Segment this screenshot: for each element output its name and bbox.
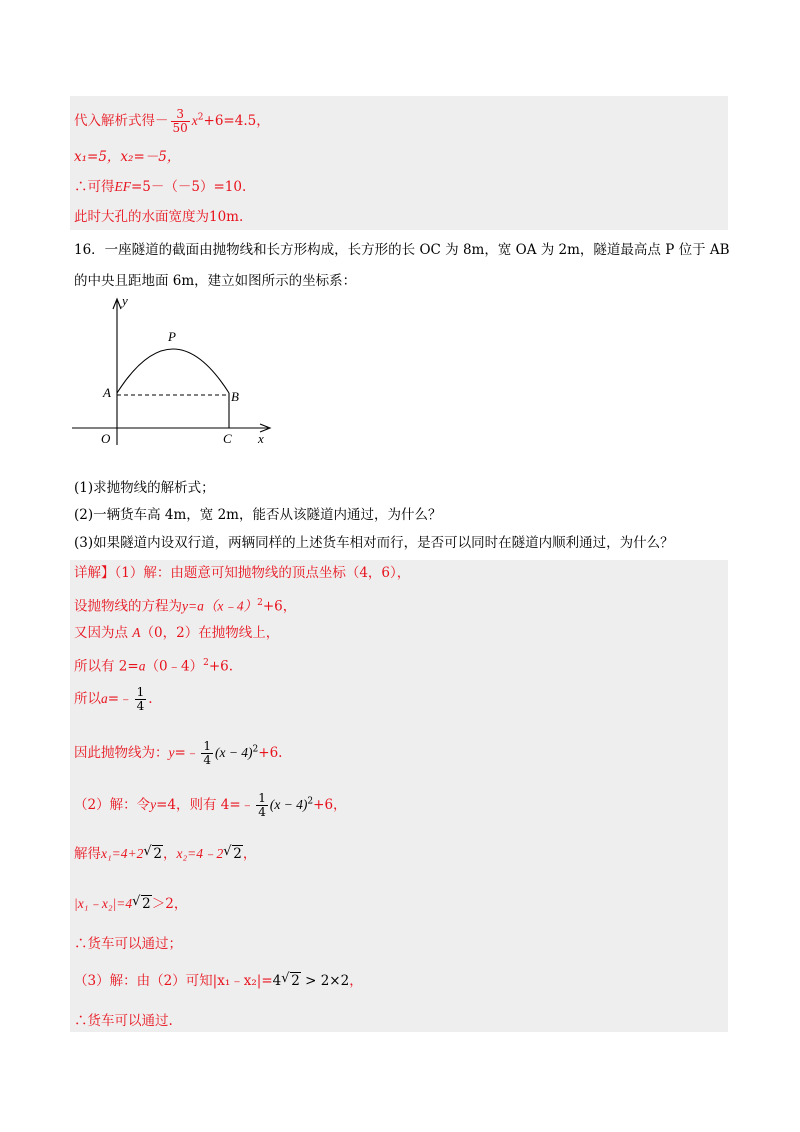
solution-line: 详解】（1）解：由题意可知抛物线的顶点坐标（4，6）， [74,565,411,581]
text: 代入解析式得－ [74,113,169,129]
fraction [171,108,190,135]
variable: EF [114,179,131,194]
sqrt [143,845,163,863]
radicand: 2 [233,846,242,862]
solution-line [74,845,256,863]
label-y: y [122,293,128,308]
variable: y [168,745,175,760]
variable: A [132,625,141,640]
exponent: 2 [307,796,314,807]
text: ， [242,846,257,862]
number: 4 [272,973,282,989]
text: =4，则有 4=﹣ [156,797,255,813]
denominator: 4 [203,753,211,767]
label-p: P [168,329,176,344]
text: 又因为点 [74,625,128,641]
question-2: (2)一辆货车高 4m，宽 2m，能否从该隧道内通过，为什么？ [74,507,442,523]
text: 所以有 2= [74,658,139,675]
parabola [117,349,229,393]
text: =5－（－5）=10. [131,179,247,195]
denominator: 4 [136,699,145,713]
variable: y [150,797,157,812]
text: ∴可得 [74,179,115,195]
variable: a [138,658,146,674]
solution-line [74,594,296,616]
solution-line: x₁=5，x₂=－5， [74,149,181,165]
text: （3）解：由（2）可知|x₁﹣x₂|= [74,973,273,989]
solution-line [74,686,153,713]
denominator: 50 [172,121,188,135]
text: ， [349,973,363,989]
previous-solution-block [70,96,728,230]
text: . [148,691,153,707]
denominator: 4 [258,805,266,819]
exponent: 2 [252,744,259,755]
exponent: 2 [257,598,263,608]
text: 因此抛物线为： [74,745,169,761]
numerator: 1 [203,739,211,753]
radicand: 2 [153,846,162,862]
numerator: 1 [258,791,266,805]
sqrt [132,895,152,913]
text: （0﹣4） [145,658,204,675]
equation: y=a（x﹣4） [182,598,258,614]
expression: (x − 4) [214,745,253,760]
exponent: 2 [197,112,204,123]
label-c: C [223,431,232,446]
fraction [135,686,147,713]
text: +6. [208,658,234,675]
label-x: x [258,431,264,446]
exponent: 2 [203,658,209,668]
sqrt [281,972,301,990]
solution-line [74,792,347,819]
solution-line [74,972,363,990]
solution-block [70,560,728,1032]
solution-line [74,178,246,196]
variable: a [101,691,108,706]
solution-line: ∴货车可以通过. [74,1013,173,1029]
numerator: 1 [136,685,145,699]
radicand: 2 [142,896,151,912]
equation: x₁=4+2 [101,846,144,861]
equation: x₂=4﹣2 [176,846,224,861]
tunnel-figure [68,293,308,458]
solution-line [74,740,282,767]
problem-line-2: 的中央且距地面 6m，建立如图所示的坐标系： [74,273,357,289]
text: （0，2）在抛物线上， [140,625,280,641]
solution-line [74,624,279,642]
text: +6. [258,745,283,761]
solution-line [74,108,270,135]
question-3: (3)如果隧道内设双行道，两辆同样的上述货车相对而行，是否可以同时在隧道内顺利通过，为什么？ [74,535,674,551]
label-o: O [101,431,111,446]
text: +6=4.5， [203,113,270,129]
text: =﹣ [174,745,200,761]
inequality: > 2×2 [300,973,350,989]
variable: x [191,113,198,128]
question-1: (1)求抛物线的解析式； [74,480,215,496]
problem-line-1: 16．一座隧道的截面由抛物线和长方形构成，长方形的长 OC 为 8m，宽 OA 为 2m，隧道最高点 P 位于 AB [74,242,730,258]
text: +6， [262,598,297,615]
text: ， [163,846,177,862]
solution-line: ∴货车可以通过； [74,936,182,952]
numerator: 3 [171,108,190,122]
label-b: B [231,389,239,404]
equation: |x₁﹣x₂|=4 [74,896,133,911]
solution-line: 此时大孔的水面宽度为10m. [74,209,244,225]
text: +6， [313,797,347,813]
solution-line [74,895,187,913]
text: （2）解：令 [74,797,151,813]
expression: (x − 4) [269,797,308,812]
solution-line [74,654,233,676]
radicand: 2 [291,973,300,989]
label-a: A [103,385,111,400]
text: ＞2， [151,896,188,912]
text: =﹣ [107,691,133,707]
text: 所以 [74,691,101,707]
text: 解得 [74,846,101,862]
fraction [201,740,213,767]
sqrt [223,845,243,863]
text: 设抛物线的方程为 [74,598,182,615]
fraction [256,792,268,819]
